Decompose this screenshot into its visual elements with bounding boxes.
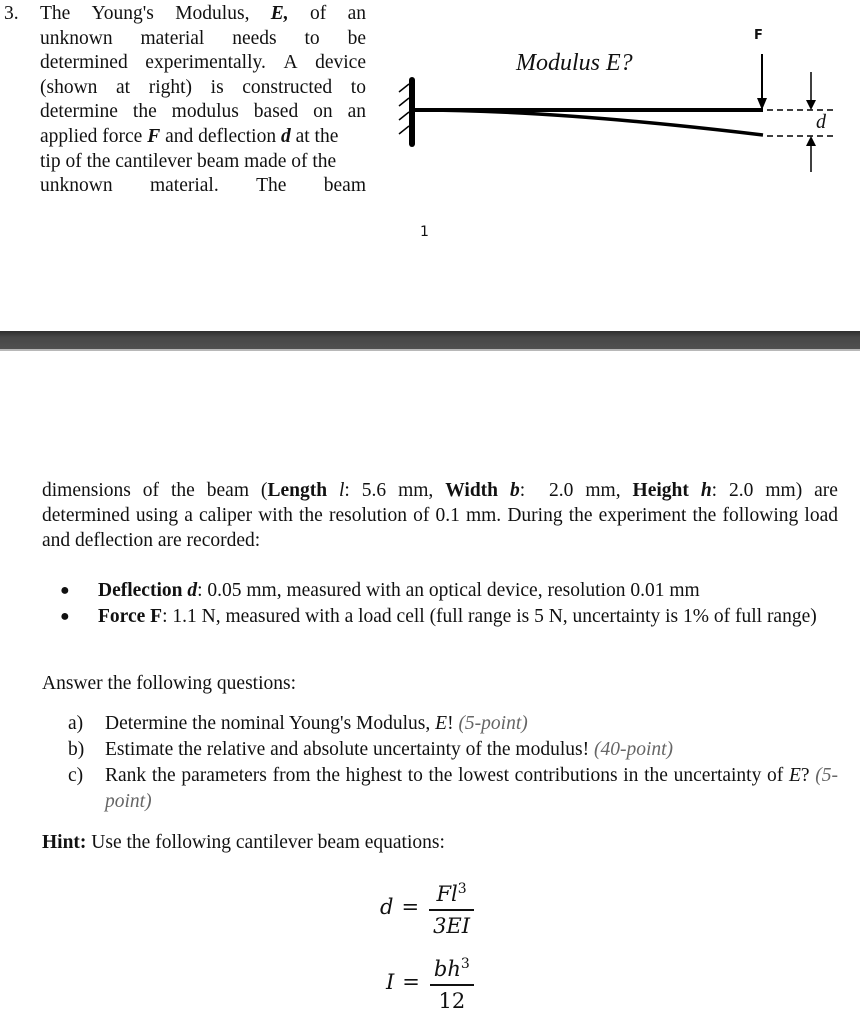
- measurement-list: [60, 578, 830, 630]
- figure-title: Modulus E?: [516, 50, 633, 76]
- question-item-a: a) Determine the nominal Young's Modulus, E! (5-point): [68, 713, 528, 734]
- hint: Hint: Use the following cantilever beam equations:: [42, 832, 445, 853]
- question-item-c: c) Rank the parameters from the highest to the lowest contributions in the uncertainty of E? (5-point): [68, 765, 838, 812]
- variable-d: d: [280, 125, 291, 147]
- fixed-wall-icon: [399, 80, 412, 144]
- list-item: ● Deflection d: 0.05 mm, measured with an optical device, resolution 0.01 mm: [60, 578, 830, 604]
- variable-F: F: [147, 125, 161, 147]
- intro-line: (shown at right) is constructed to: [40, 76, 366, 98]
- intro-line: The Young's Modulus, E, of an: [40, 2, 366, 27]
- points-badge: (40-point): [593, 739, 674, 760]
- page-number: 1: [420, 224, 429, 240]
- bullet-icon: ●: [60, 582, 70, 599]
- intro-line: determine the modulus based on an: [40, 101, 366, 123]
- points-badge: (5-point): [105, 765, 838, 812]
- question-intro: [0, 2, 368, 199]
- intro-line: applied force F and deflection d at the: [40, 125, 339, 147]
- answer-prompt: Answer the following questions:: [42, 673, 297, 694]
- intro-line: tip of the cantilever beam made of the: [40, 150, 337, 172]
- question-number: 3.: [4, 3, 19, 24]
- cantilever-beam-diagram: [395, 20, 860, 190]
- question-list: [68, 711, 838, 815]
- moment-of-inertia-equation: I = $\frac{bh^3}{12}$: [380, 950, 474, 1014]
- question-item-b: b) Estimate the relative and absolute uncertainty of the modulus! (40-point): [68, 739, 674, 760]
- list-item: ● Force F: 1.1 N, measured with a load cell (full range is 5 N, uncertainty is 1% of full range): [60, 604, 830, 630]
- fraction: $\frac{bh^3}{12}$: [430, 949, 474, 1016]
- deflection-label: d: [816, 111, 826, 133]
- beam-dimensions-paragraph: [42, 478, 838, 553]
- deflection-arrows-icon: [806, 72, 816, 172]
- paragraph-line-1: dimensions of the beam (Length l: 5.6 mm, Width b: 2.0 mm, Height h: 2.0 mm) are: [42, 480, 838, 501]
- deflected-beam: [415, 110, 763, 135]
- page-separator: [0, 331, 860, 351]
- fraction: $\frac{Fl^3}{3EI}$: [429, 874, 474, 941]
- intro-line: unknown material needs to be: [40, 27, 366, 49]
- bullet-icon: ●: [60, 608, 70, 625]
- paragraph-rest: determined using a caliper with the resolution of 0.1 mm. During the experiment the following load and deflection are recorded:: [42, 505, 838, 551]
- deflection-equation: d = $\frac{Fl^3}{3EI}$: [380, 872, 474, 942]
- force-label: F: [754, 28, 763, 43]
- hint-label: Hint:: [42, 832, 87, 853]
- question-intro-text: [40, 2, 366, 199]
- force-arrow-icon: [757, 54, 767, 110]
- points-badge: (5-point): [458, 713, 528, 734]
- intro-line: unknown material. The beam: [40, 175, 366, 197]
- intro-line: determined experimentally. A device: [40, 52, 366, 74]
- variable-E: E,: [270, 3, 289, 24]
